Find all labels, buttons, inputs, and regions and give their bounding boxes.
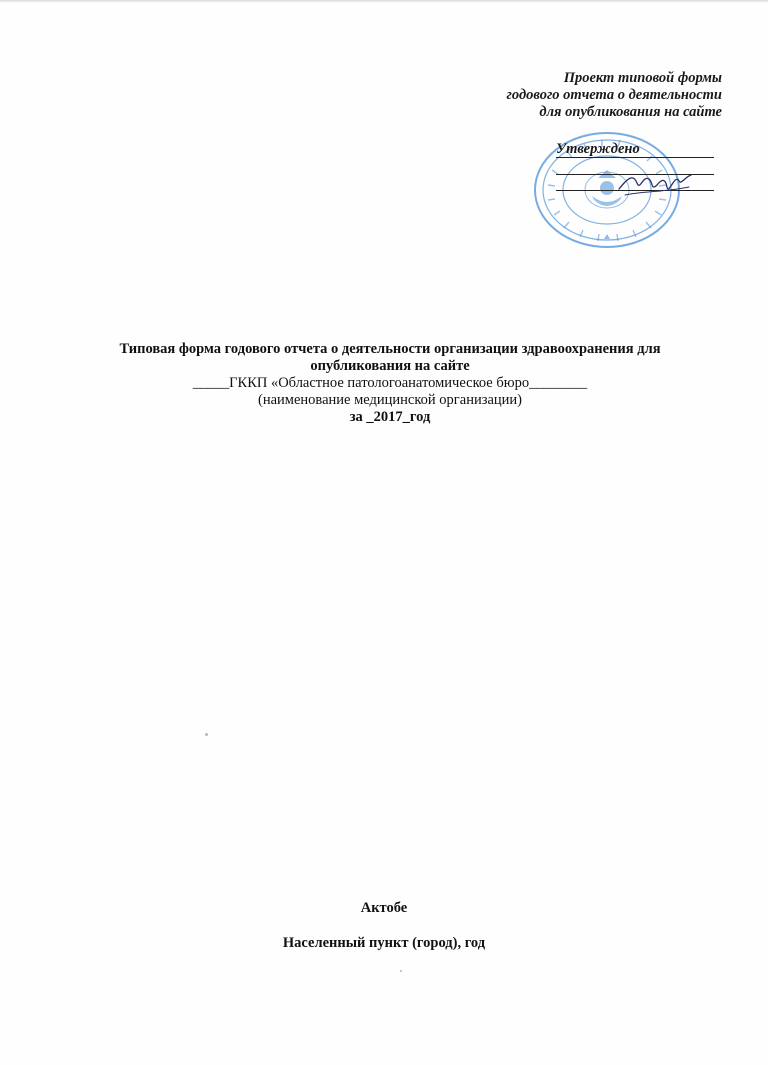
report-year-line: за _2017_год (349, 409, 431, 425)
form-header (507, 70, 722, 121)
scan-edge (0, 0, 768, 3)
header-line-3: для опубликования на сайте (539, 104, 722, 120)
form-title-block (60, 341, 720, 426)
organization-caption: (наименование медицинской организации) (258, 392, 522, 408)
header-line-2: годового отчета о деятельности (506, 87, 722, 103)
city-name: Актобе (360, 900, 408, 916)
form-title-line-1: Типовая форма годового отчета о деятельности организации здравоохранения для (119, 341, 661, 357)
place-caption: Населенный пункт (город), год (282, 935, 486, 951)
scan-speck (205, 733, 208, 736)
organization-name-line: _____ГККП «Областное патологоанатомическое бюро________ (192, 375, 588, 391)
signature-line-1 (556, 157, 714, 158)
approval-label: Утверждено (556, 141, 640, 157)
form-title-line-2: опубликования на сайте (310, 358, 470, 374)
scan-speck (400, 970, 402, 972)
handwritten-signature (615, 165, 695, 201)
header-line-1: Проект типовой формы (563, 70, 722, 86)
